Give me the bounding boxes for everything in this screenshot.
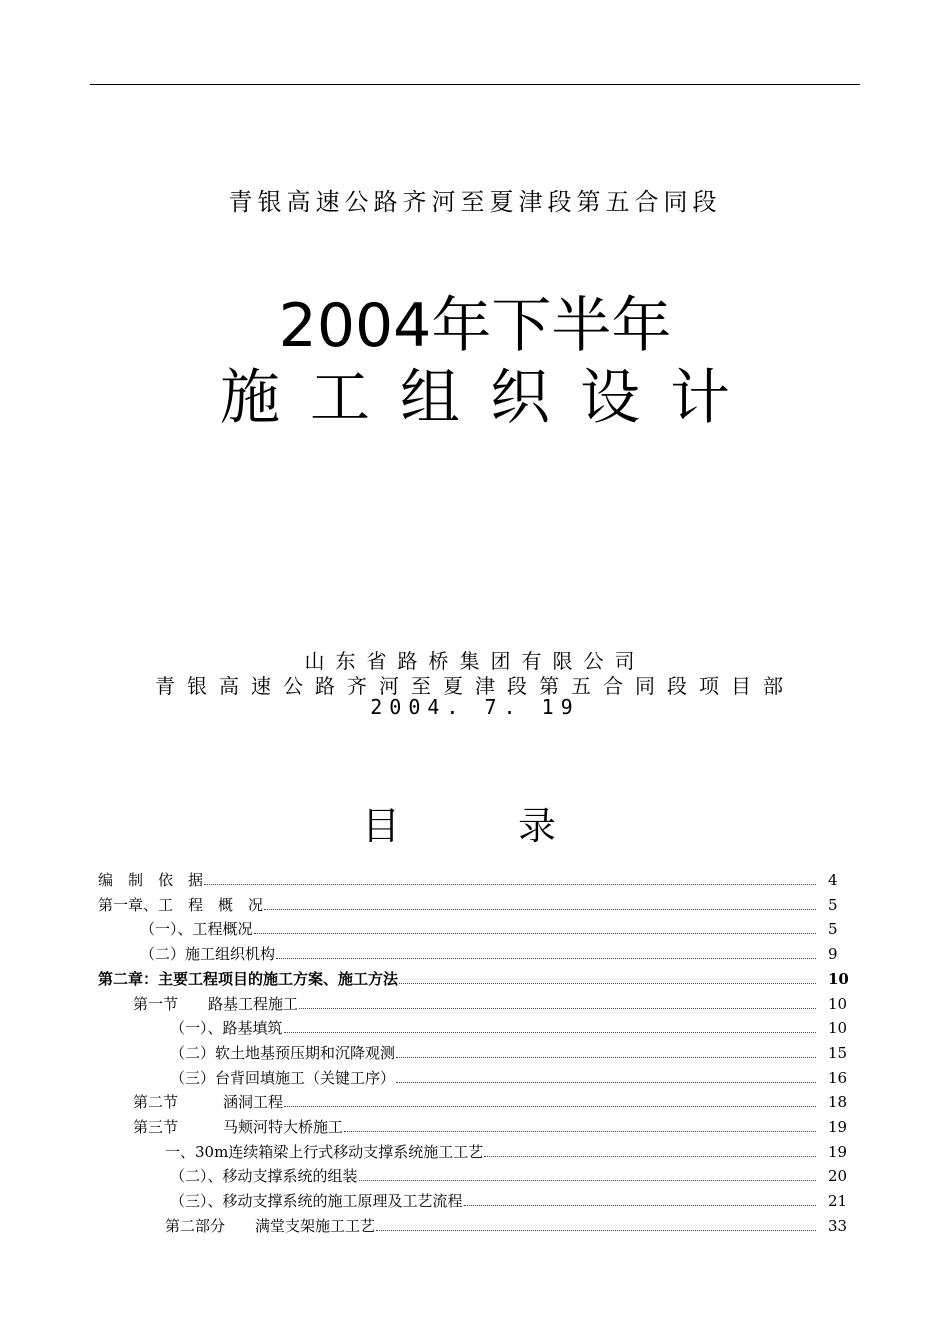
toc-dot-leader: [396, 1082, 816, 1083]
document-title-line2: 施工组织设计: [220, 363, 760, 433]
toc-heading: [362, 795, 556, 850]
toc-heading-char1: 目: [362, 804, 401, 848]
toc-entry[interactable]: [170, 1041, 818, 1063]
toc-entry[interactable]: [170, 1189, 818, 1211]
project-subtitle: 青银高速公路齐河至夏津段第五合同段: [228, 188, 722, 216]
toc-dot-leader: [399, 983, 816, 984]
toc-entry[interactable]: [165, 1140, 818, 1162]
toc-entry-page: 5: [828, 920, 838, 939]
company-name: 山东省路桥集团有限公司: [304, 649, 646, 673]
toc-entry[interactable]: [165, 1214, 818, 1236]
toc-entry-label: 第二节 涵洞工程: [133, 1093, 284, 1112]
toc-entry-label: （二）、移动支撑系统的组装: [170, 1167, 358, 1186]
toc-dot-leader: [484, 1156, 816, 1157]
toc-dot-leader: [359, 1180, 816, 1181]
toc-dot-leader: [344, 1131, 816, 1132]
toc-dot-leader: [376, 1230, 816, 1231]
toc-entry-label: 第二部分 满堂支架施工工艺: [165, 1216, 376, 1235]
toc-entry-label: （三）台背回填施工（关键工序）: [170, 1068, 396, 1087]
toc-entry-page: 10: [828, 1019, 848, 1038]
toc-entry[interactable]: [98, 967, 818, 989]
toc-entry-page: 15: [828, 1043, 848, 1062]
toc-dot-leader: [284, 1032, 816, 1033]
header-rule: [90, 84, 860, 85]
toc-entry-page: 19: [828, 1118, 848, 1136]
toc-entry-page: 33: [828, 1216, 848, 1235]
toc-entry-page: 10: [828, 994, 848, 1013]
toc-entry[interactable]: [170, 1066, 818, 1088]
toc-entry[interactable]: [133, 1090, 818, 1112]
toc-dot-leader: [276, 958, 816, 959]
toc-entry-page: 5: [828, 895, 838, 914]
toc-entry[interactable]: [98, 893, 818, 915]
document-title-line1: 2004年下半年: [278, 291, 672, 361]
toc-heading-char2: 录: [518, 804, 557, 848]
toc-entry-page: 20: [828, 1167, 848, 1186]
toc-entry-label: 编 制 依 据: [98, 871, 204, 889]
toc-dot-leader: [254, 933, 816, 934]
toc-entry-label: （二）软土地基预压期和沉降观测: [170, 1043, 396, 1062]
document-date: 2004. 7. 19: [370, 695, 580, 719]
toc-entry-label: 第二章：主要工程项目的施工方案、施工方法: [98, 969, 399, 988]
toc-dot-leader: [396, 1057, 816, 1058]
toc-entry-label: （一）、路基填筑: [170, 1019, 283, 1038]
toc-entry-label: 第三节 马颊河特大桥施工: [133, 1118, 344, 1136]
toc-dot-leader: [264, 909, 816, 910]
toc-entry-label: （一）、工程概况: [140, 920, 253, 939]
toc-dot-leader: [299, 1008, 816, 1009]
toc-entry-page: 16: [828, 1068, 848, 1087]
toc-dot-leader: [284, 1106, 816, 1107]
toc-entry-label: 第一章、工 程 概 况: [98, 895, 264, 914]
toc-entry-page: 19: [828, 1142, 848, 1161]
toc-entry-label: （三）、移动支撑系统的施工原理及工艺流程: [170, 1192, 463, 1211]
toc-entry-page: 18: [828, 1093, 848, 1112]
toc-entry-label: 一、30m连续箱梁上行式移动支撑系统施工工艺: [165, 1142, 484, 1161]
toc-entry-label: （二）施工组织机构: [140, 945, 276, 964]
toc-entry[interactable]: [98, 868, 818, 890]
toc-entry[interactable]: [140, 917, 818, 939]
toc-entry[interactable]: [133, 1115, 818, 1137]
toc-entry-page: 10: [828, 969, 849, 988]
toc-entry-label: 第一节 路基工程施工: [133, 994, 299, 1013]
toc-entry[interactable]: [170, 1164, 818, 1186]
toc-entry[interactable]: [140, 942, 818, 964]
toc-entry[interactable]: [133, 992, 818, 1014]
toc-entry-page: 4: [828, 871, 838, 889]
toc-dot-leader: [464, 1205, 816, 1206]
toc-entry[interactable]: [170, 1016, 818, 1038]
toc-entry-page: 21: [828, 1192, 848, 1211]
toc-dot-leader: [204, 884, 816, 885]
project-department: 青银高速公路齐河至夏津段第五合同段项目部: [155, 674, 795, 698]
toc-entry-page: 9: [828, 945, 838, 964]
